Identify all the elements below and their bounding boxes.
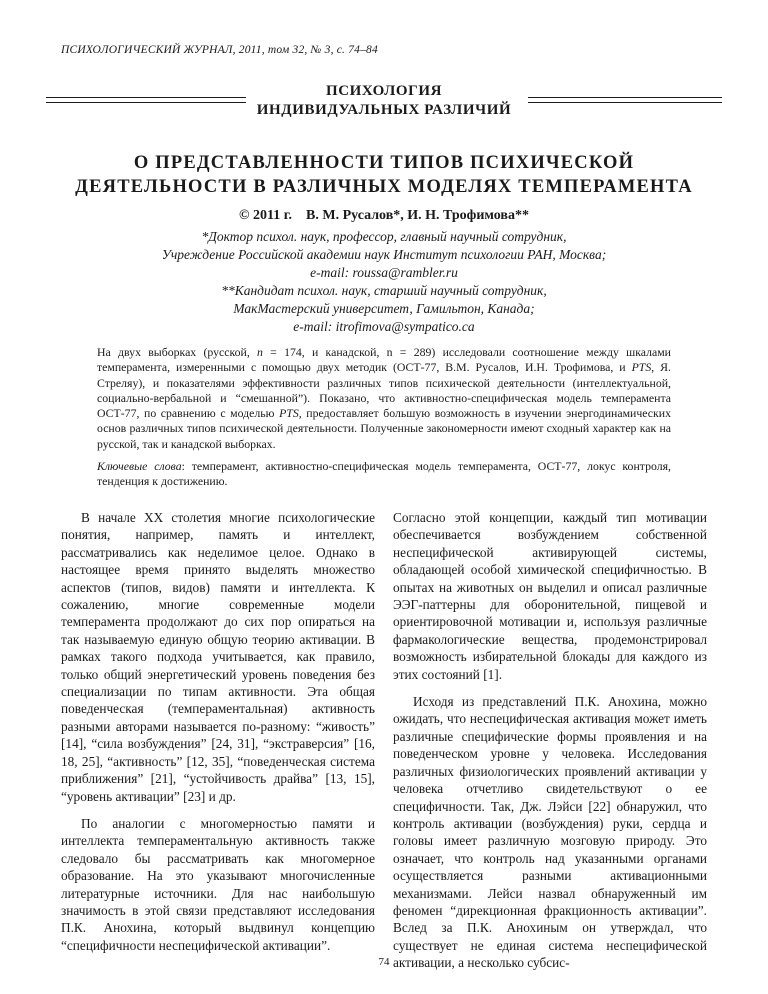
affiliations — [60, 228, 708, 336]
section-heading-line-1: ПСИХОЛОГИЯ — [325, 83, 443, 99]
author-email[interactable]: e-mail: roussa@rambler.ru — [310, 265, 458, 280]
article-title-line-1: О ПРЕДСТАВЛЕННОСТИ ТИПОВ ПСИХИЧЕСКОЙ — [133, 153, 635, 173]
body-paragraph: В начале XX столетия многие психологические понятия, например, память и интеллект, рассматривались как неделимое целое. Однако в настоящее время принято выделять множество аспектов (типов, видов) памяти и интеллекта. К сожалению, многие современные модели темперамента продолжают до сих пор опираться на так называемую единую общую теорию активации. В рамках такого подхода учитывается, как правило, только общий энергетический уровень поведения без специализации по типам активности. Эта общая поведенческая (темпераментальная) активность разными авторами называется по-разному: “живость” [14], “сила возбуждения” [24, 31], “экстраверсия” [16, 18, 25], “активность” [12, 35], “поведенческая система приближения” [21], “устойчивость драйва” [13, 15], “уровень активации” [23] и др. — [61, 510, 375, 804]
body-column-right — [393, 509, 707, 972]
abstract-italic-pts: PTS — [631, 360, 652, 375]
abstract — [97, 345, 671, 452]
body-paragraph: По аналогии с многомерностью памяти и интеллекта темпераментальную активность также следовало бы рассматривать как многомерное образование. На это указывают многочисленные литературные источники. Для нас наибольшую значимость в этой связи представляют исследования П.К. Анохина, который выдвинул концепцию “специфичности неспецифической активации”. — [61, 815, 375, 953]
page-number: 74 — [378, 956, 390, 968]
section-heading — [0, 82, 768, 120]
abstract-italic-n: n — [257, 345, 263, 359]
body-column-left — [61, 509, 375, 954]
author-email[interactable]: e-mail: itrofimova@sympatico.ca — [293, 319, 475, 334]
keywords-text: : темперамент, активностно-специфическая модель темперамента, ОСТ-77, локус контроля, тенденция к достижению. — [97, 459, 671, 489]
abstract-text: = 174, и канадской, n = 289) исследовали соотношение между шкалами темперамента, измеренными с помощью двух методик (ОСТ-77, В.М. Русалов, И.Н. Трофимова, и — [97, 345, 671, 375]
article-title-line-2: ДЕЯТЕЛЬНОСТИ В РАЗЛИЧНЫХ МОДЕЛЯХ ТЕМПЕРАМЕНТА — [75, 177, 693, 197]
keywords-label: Ключевые слова — [97, 459, 182, 473]
article-title — [60, 151, 708, 199]
affiliation-line: *Доктор психол. наук, профессор, главный научный сотрудник, — [201, 229, 567, 244]
author-names: В. М. Русалов*, И. Н. Трофимова** — [306, 208, 529, 223]
body-paragraph: Исходя из представлений П.К. Анохина, можно ожидать, что неспецифическая активация может иметь различные специфические формы проявления и на поведенческом уровне у человека. Исследования различных физиологических проявлений активации у человека отчетливо свидетельствуют о ее специфичности. Так, Дж. Лэйси [22] обнаружил, что контроль активации (возбуждения) руки, сердца и головы имеет различную мозговую природу. Это означает, что контроль над указанными органами осуществляется разными активационными механизмами. Лейси назвал обнаруженный им феномен “дирекционная фракционность активации”. Вслед за П.К. Анохиным он утверждал, что существует не единая система неспецифической активации, а несколько субсис- — [393, 694, 707, 971]
abstract-italic-pts: PTS — [279, 406, 299, 421]
running-head: ПСИХОЛОГИЧЕСКИЙ ЖУРНАЛ, 2011, том 32, № 3, с. 74–84 — [61, 44, 378, 56]
abstract-text: , предоставляет большую возможность в изучении энергодинамических основ различных типов психической деятельности. Полученные закономерности имеют сходный характер как на русской, так и канадской выборках. — [97, 406, 671, 451]
affiliation-line: МакМастерский университет, Гамильтон, Канада; — [233, 301, 535, 316]
section-heading-line-2: ИНДИВИДУАЛЬНЫХ РАЗЛИЧИЙ — [256, 102, 512, 118]
affiliation-line: Учреждение Российской академии наук Институт психологии РАН, Москва; — [161, 247, 607, 262]
abstract-text: На двух выборках (русской, — [97, 345, 258, 359]
authors-line — [0, 208, 768, 224]
body-paragraph: Согласно этой концепции, каждый тип мотивации обеспечивается возбуждением собственной неспецифической активирующей системы, обладающей особой химической специфичностью. В опытах на животных он выделил и описал различные ЭЭГ-паттерны для оборонительной, пищевой и ориентировочной мотивации и, используя различные фармакологические вещества, продемонстрировал возможность избирательной блокады для каждого из этих состояний [1]. — [393, 510, 707, 682]
keywords — [97, 459, 671, 490]
affiliation-line: **Кандидат психол. наук, старший научный сотрудник, — [221, 283, 547, 298]
abstract-text: , Я. Стреляу), и показателями эффективности различных типов психической деятельности (интеллектуальной, социально-вербальной и “смешанной”). Показано, что активностно-специфическая модель темперамента ОСТ-77, по сравнению с моделью — [97, 360, 672, 421]
copyright-notice: © 2011 г. — [239, 208, 293, 223]
